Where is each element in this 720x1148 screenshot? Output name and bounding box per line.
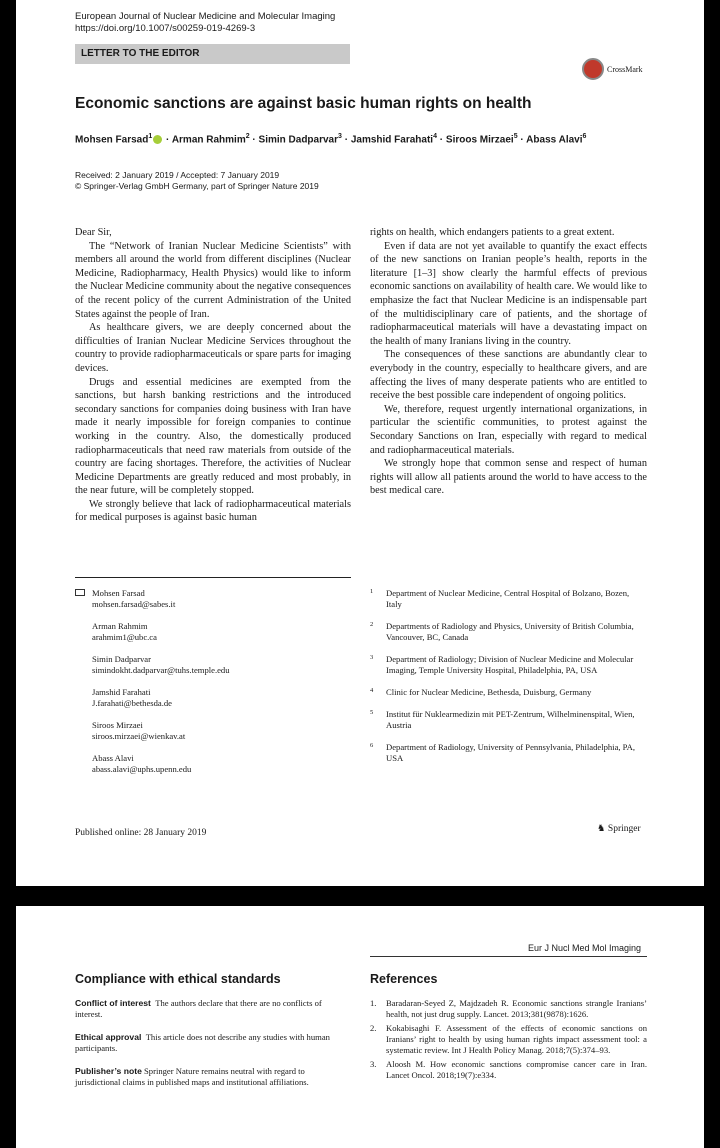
affiliation-text: Department of Nuclear Medicine, Central Hospital of Bolzano, Bozen, Italy [386,588,630,609]
affiliation-text: Department of Radiology; Division of Nuclear Medicine and Molecular Imaging, Temple University Hospital, Philadelphia, PA, USA [386,654,634,675]
section-banner: LETTER TO THE EDITOR [75,44,350,64]
springer-label: Springer [607,824,641,834]
reference-item [370,1023,647,1056]
footnote-divider [75,577,351,578]
author-separator: · [166,134,170,146]
paragraph: As healthcare givers, we are deeply concerned about the difficulties of Iranian Nuclear Medicine Services throughout the country to provide radiopharmaceuticals or spare parts for imaging devices. [75,322,351,374]
contact-email[interactable]: simindokht.dadparvar@tuhs.temple.edu [92,665,230,675]
journal-name: European Journal of Nuclear Medicine and Molecular Imaging [75,11,336,22]
journal-header [75,11,335,35]
contact-entry [92,588,351,610]
paragraph: We strongly hope that common sense and respect of human rights will allow all patients around the world to have access to the best medical care. [370,458,647,497]
contact-name: Siroos Mirzaei [92,720,143,730]
author-affil-sup: 6 [582,133,587,140]
affiliation-entry [370,742,647,764]
affiliation-text: Clinic for Nuclear Medicine, Bethesda, Duisburg, Germany [386,687,592,697]
contact-name: Arman Rahmim [92,621,148,631]
author-contacts [75,588,351,786]
contact-name: Mohsen Farsad [92,588,145,598]
affiliation-number: 5 [370,709,374,716]
salutation: Dear Sir, [75,227,112,238]
affiliation-text: Institut für Nuklearmedizin mit PET-Zentrum, Wilhelminenspital, Wien, Austria [386,709,635,730]
doi-link[interactable]: https://doi.org/10.1007/s00259-019-4269-3 [75,23,256,34]
springer-horse-icon: ♞ [597,824,606,834]
author-list [75,133,586,145]
references-heading: References [370,972,438,986]
author-name[interactable]: Abass Alavi [526,134,583,146]
contact-email[interactable]: mohsen.farsad@sabes.it [92,599,176,609]
affiliation-entry [370,654,647,676]
contact-entry [92,654,351,676]
running-head-rule [370,956,647,957]
contact-name: Abass Alavi [92,753,134,763]
reference-text[interactable]: Baradaran-Seyed Z, Majdzadeh R. Economic sanctions strangle Iranians’ health, not just drug supply. Lancet. 2013;381(9878):1626. [386,998,647,1019]
author-name[interactable]: Simin Dadparvar [258,134,339,146]
affiliation-number: 1 [370,588,374,595]
contact-entry [92,720,351,742]
contact-name: Jamshid Farahati [92,687,151,697]
reference-item [370,1059,647,1081]
reference-list [370,998,647,1084]
author-name[interactable]: Mohsen Farsad [75,134,149,146]
affiliation-number: 4 [370,687,374,694]
copyright-line: © Springer-Verlag GmbH Germany, part of Springer Nature 2019 [75,181,319,191]
reference-number: 3. [370,1059,377,1069]
affiliation-entry [370,588,647,610]
received-accepted: Received: 2 January 2019 / Accepted: 7 January 2019 [75,170,280,180]
author-separator: · [520,134,524,146]
crossmark-icon [582,58,604,80]
author-affil-sup: 1 [148,133,153,140]
reference-text[interactable]: Aloosh M. How economic sanctions compromise cancer care in Iran. Lancet Oncol. 2018;19(7):e334. [386,1059,647,1080]
ethics-item-head: Publisher’s note [75,1066,142,1076]
author-affil-sup: 2 [245,133,250,140]
article-page-1 [16,0,704,886]
published-online: Published online: 28 January 2019 [75,828,207,838]
affiliation-text: Department of Radiology, University of Pennsylvania, Philadelphia, PA, USA [386,742,636,763]
running-head: Eur J Nucl Med Mol Imaging [528,943,642,953]
paragraph: Even if data are not yet available to quantify the exact effects of the new sanctions on Iranian people’s health, reports in the literature [1–3] show clearly the harmful effects of previous economic sanctions on availability of health care. We would like to emphasize the fact that Nuclear Medicine is an indispensable part of the multidisciplinary care of patients, and the shortage of radiopharmaceutical materials will have a devastating impact on the health of many Iranians living in the country. [370,240,647,347]
article-page-2 [16,906,704,1148]
reference-number: 1. [370,998,377,1008]
contact-email[interactable]: siroos.mirzaei@wienkav.at [92,731,186,741]
ethics-heading: Compliance with ethical standards [75,972,281,986]
paragraph: We strongly believe that lack of radiopharmaceutical materials for medical purposes is against basic human [75,498,351,524]
crossmark-label: CrossMark [607,64,643,74]
affiliation-number: 3 [370,654,374,661]
ethics-item-head: Conflict of interest [75,998,151,1008]
author-affil-sup: 3 [338,133,342,140]
affiliation-entry [370,709,647,731]
contact-email[interactable]: abass.alavi@uphs.upenn.edu [92,764,192,774]
contact-name: Simin Dadparvar [92,654,151,664]
body-column-right [370,226,647,498]
contact-entry [92,687,351,709]
article-dates [75,170,319,192]
author-separator: · [344,134,349,146]
reference-text[interactable]: Kokabisaghi F. Assessment of the effects of economic sanctions on Iranians’ right to health by using human rights impact assessment tool: a systematic review. Int J Health Policy Manag. 2018;7(5):374–93. [386,1023,647,1055]
ethics-item [75,998,351,1020]
affiliations [370,588,647,775]
article-title: Economic sanctions are against basic human rights on health [75,95,532,112]
paragraph: The consequences of these sanctions are abundantly clear to everybody in the country, especially to healthcare givers, and are affecting the lives of many desperate patients who are entitled to receive the best possible care independent of ongoing politics. [370,349,647,402]
author-name[interactable]: Arman Rahmim [171,134,246,146]
author-name[interactable]: Siroos Mirzaei [445,134,514,146]
ethics-item-head: Ethical approval [75,1032,142,1042]
paragraph: Drugs and essential medicines are exempted from the sanctions, but harsh banking restrictions and the introduced secondary sanctions for companies doing business with Iran have made it nearly impossible for foreign companies to continue working in the country. Also, the domestically produced radiopharmaceuticals that need raw materials from outside of the country are facing shortages. Therefore, the activities of Nuclear Medicine Departments are greatly reduced and most probably, in the near future, will be completely stopped. [75,376,351,497]
paragraph: rights on health, which endangers patients to a great extent. [370,227,615,238]
ethics-item [75,1066,351,1088]
author-affil-sup: 4 [433,133,437,140]
author-separator: · [252,134,256,146]
author-separator: · [439,134,444,146]
affiliation-entry [370,687,647,698]
orcid-icon[interactable] [153,135,162,144]
ethics-item-text: The authors declare that there are no conflicts of interest. [75,998,322,1019]
ethics-item-text: This article does not describe any studies with human participants. [75,1032,330,1053]
affiliation-text: Departments of Radiology and Physics, University of British Columbia, Vancouver, BC, Canada [386,621,634,642]
ethics-statements [75,998,351,1100]
envelope-icon [75,589,85,596]
crossmark-badge[interactable] [582,58,643,80]
affiliation-number: 2 [370,621,374,628]
contact-email[interactable]: arahmim1@ubc.ca [92,632,157,642]
ethics-item [75,1032,351,1054]
affiliation-number: 6 [370,742,374,749]
paragraph: We, therefore, request urgently international organizations, in particular the scientific communities, to protest against the Secondary Sanctions on Iran, especially with regard to medical and radiopharmaceutical materials. [370,403,647,456]
contact-entry [92,621,351,643]
springer-logo [597,823,641,834]
affiliation-entry [370,621,647,643]
author-affil-sup: 5 [513,133,518,140]
author-name[interactable]: Jamshid Farahati [350,134,434,146]
paragraph: The “Network of Iranian Nuclear Medicine Scientists” with members all around the world from different disciplines (Nuclear Medicine, Radiopharmacy, Health Physics) would like to inform the Nuclear Medicine community about the negative consequences of the recent policy of the current Administration of the United States against the people of Iran. [75,240,351,320]
reference-item [370,998,647,1020]
body-column-left [75,226,351,525]
contact-entry [92,753,351,775]
reference-number: 2. [370,1023,377,1033]
contact-email[interactable]: J.farahati@bethesda.de [92,698,172,708]
ethics-item-text: Springer Nature remains neutral with regard to jurisdictional claims in published maps and institutional affiliations. [75,1066,309,1087]
